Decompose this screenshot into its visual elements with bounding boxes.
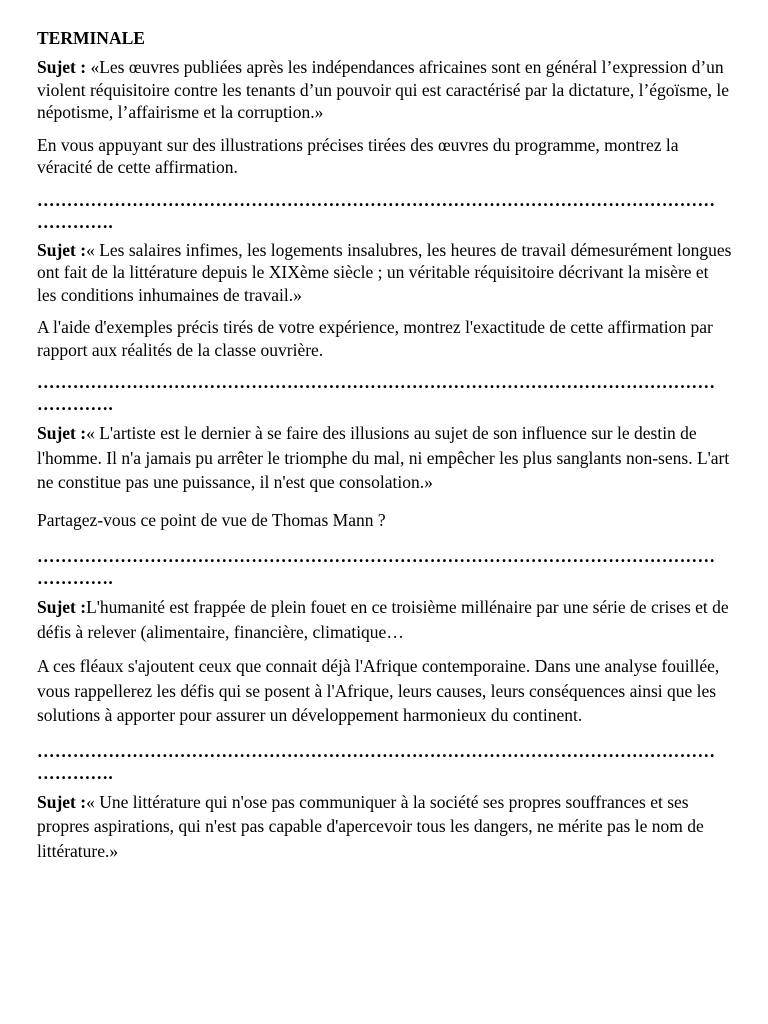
sujet-label: Sujet : (37, 239, 87, 260)
sujet-label: Sujet : (37, 423, 87, 443)
subject-4-instruction: A ces fléaux s'ajoutent ceux que connait déjà l'Afrique contemporaine. Dans une analyse fouillée, vous rappellerez les défis qui se posent à l'Afrique, leurs causes, leurs conséquences ainsi que les solutions à apporter pour assurer un développement harmonieux du continent. (37, 656, 720, 725)
sujet-label: Sujet : (37, 597, 87, 617)
subject-2-instruction: A l'aide d'exemples précis tirés de votre expérience, montrez l'exactitude de cette affirmation par rapport aux réalités de la classe ouvrière. (37, 317, 713, 360)
subject-quote-text: « Les salaires infimes, les logements insalubres, les heures de travail démesurément longues ont fait de la littérature depuis le XIXème siècle ; un véritable réquisitoire décrivant la misère et les conditions inhumaines de travail.» (37, 239, 732, 305)
subject-1-instruction: En vous appuyant sur des illustrations précises tirées des œuvres du programme, montrez la véracité de cette affirmation. (37, 134, 679, 177)
sujet-label: Sujet : (37, 57, 87, 77)
subject-quote-text: « Une littérature qui n'ose pas communiquer à la société ses propres souffrances et ses propres aspirations, qui n'est pas capable d'apercevoir tous les dangers, ne mérite pas le nom de littérature.» (37, 791, 704, 861)
separator-line: ………………………………………………………………………………………………………………. (37, 740, 716, 783)
subject-quote-text: « L'artiste est le dernier à se faire des illusions au sujet de son influence sur le destin de l'homme. Il n'a jamais pu arrêter le triomphe du mal, ni empêcher les plus sanglants non-sens. L'art ne constitue pas une puissance, il n'est que consolation.» (37, 423, 730, 492)
page-title: TERMINALE (37, 28, 145, 48)
subject-quote-text: L'humanité est frappée de plein fouet en ce troisième millénaire par une série de crises et de défis à relever (alimentaire, financière, climatique… (37, 597, 729, 642)
subject-2-quote (37, 239, 732, 307)
subject-quote-text: «Les œuvres publiées après les indépendances africaines sont en général l’expression d’un violent réquisitoire contre les tenants d’un pouvoir qui est caractérisé par la dictature, l’égoïsme, le népotisme, l’affairisme et la corruption.» (37, 57, 729, 122)
separator-line: ………………………………………………………………………………………………………………. (37, 372, 716, 414)
separator-line: ………………………………………………………………………………………………………………. (37, 189, 716, 232)
separator-line: ………………………………………………………………………………………………………………. (37, 546, 716, 588)
subject-3-quote (37, 421, 732, 495)
subject-3-instruction: Partagez-vous ce point de vue de Thomas Mann ? (37, 509, 386, 530)
sujet-label: Sujet : (37, 791, 87, 812)
subject-1-quote (37, 56, 732, 124)
subject-5-quote (37, 790, 732, 864)
subject-4-quote (37, 595, 732, 644)
